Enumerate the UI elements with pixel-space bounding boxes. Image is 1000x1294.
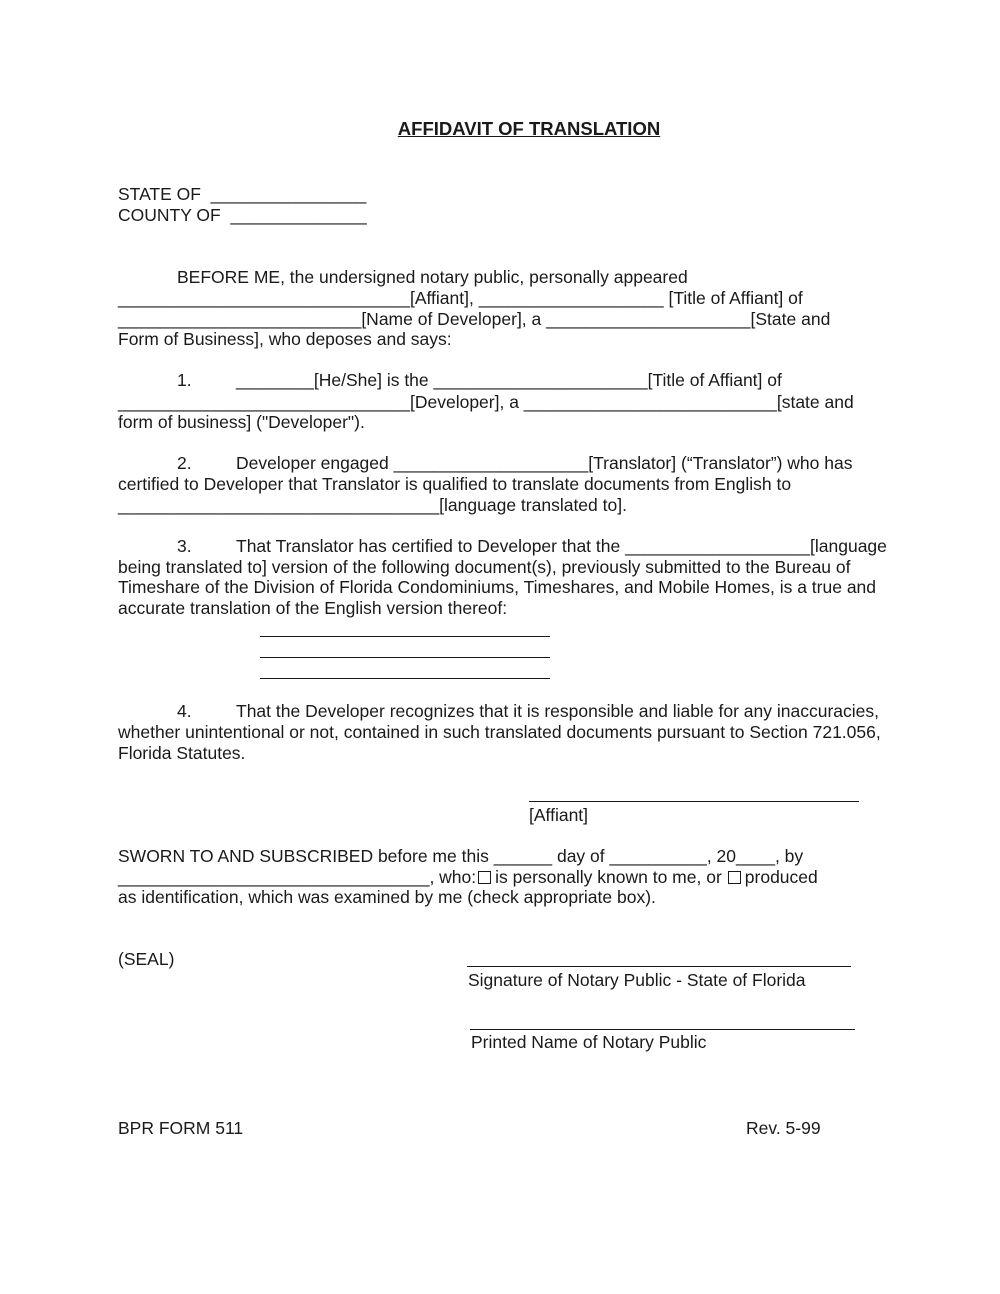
para-3-line-2: being translated to] version of the following document(s), previously submitted to the Bureau of (118, 557, 851, 577)
affiant-label: [Affiant] (529, 805, 589, 825)
para-4-number: 4. (177, 701, 192, 721)
jurat-line-2a: ________________________________, who: (118, 867, 477, 887)
jurat-line-3: as identification, which was examined by me (check appropriate box). (118, 887, 656, 907)
intro-line-3: _________________________[Name of Developer], a _____________________[State and (118, 309, 831, 329)
document-blank-1[interactable] (260, 636, 550, 637)
para-3-line-1: That Translator has certified to Developer that the ___________________[language (236, 536, 887, 556)
para-4-line-1: That the Developer recognizes that it is responsible and liable for any inaccuracies, (236, 701, 879, 721)
jurat-line-2c: produced (744, 867, 818, 887)
county-of-line: COUNTY OF ______________ (118, 205, 367, 225)
intro-line-2: ______________________________[Affiant], ___________________ [Title of Affiant] of (118, 288, 803, 308)
para-1-number: 1. (177, 370, 192, 390)
jurat-line-2b: is personally known to me, or (495, 867, 722, 887)
para-1-line-1: ________[He/She] is the ______________________[Title of Affiant] of (236, 370, 782, 390)
para-1-line-3: form of business] ("Developer"). (118, 412, 365, 432)
notary-printed-name-label: Printed Name of Notary Public (471, 1032, 707, 1052)
para-2-line-3: _________________________________[language translated to]. (118, 495, 627, 515)
state-of-line: STATE OF ________________ (118, 184, 367, 204)
intro-line-4: Form of Business], who deposes and says: (118, 329, 452, 349)
para-3-line-3: Timeshare of the Division of Florida Condominiums, Timeshares, and Mobile Homes, is a true and (118, 577, 877, 597)
para-3-line-4: accurate translation of the English version thereof: (118, 598, 508, 618)
document-title: AFFIDAVIT OF TRANSLATION (397, 118, 661, 139)
para-2-line-2: certified to Developer that Translator is qualified to translate documents from English to (118, 474, 792, 494)
produced-id-checkbox[interactable] (728, 871, 741, 884)
para-2-line-1: Developer engaged ____________________[Translator] (“Translator”) who has (236, 453, 853, 473)
notary-printed-name-line[interactable] (470, 1029, 855, 1030)
notary-signature-label: Signature of Notary Public - State of Florida (468, 970, 806, 990)
jurat-line-2 (118, 867, 818, 887)
revision-date: Rev. 5-99 (746, 1118, 821, 1138)
para-2-number: 2. (177, 453, 192, 473)
para-4-line-2: whether unintentional or not, contained in such translated documents pursuant to Section 721.056, (118, 722, 881, 742)
form-number: BPR FORM 511 (118, 1118, 244, 1138)
seal-label: (SEAL) (118, 949, 175, 969)
intro-line-1: BEFORE ME, the undersigned notary public, personally appeared (177, 267, 688, 287)
jurat-line-1: SWORN TO AND SUBSCRIBED before me this ______ day of __________, 20____, by (118, 846, 804, 866)
para-1-line-2: ______________________________[Developer], a __________________________[state and (118, 392, 854, 412)
document-blank-2[interactable] (260, 657, 550, 658)
para-3-number: 3. (177, 536, 192, 556)
document-blank-3[interactable] (260, 678, 550, 679)
personally-known-checkbox[interactable] (478, 871, 491, 884)
notary-signature-line[interactable] (467, 966, 851, 967)
para-4-line-3: Florida Statutes. (118, 743, 246, 763)
affiant-signature-line[interactable] (529, 801, 859, 802)
